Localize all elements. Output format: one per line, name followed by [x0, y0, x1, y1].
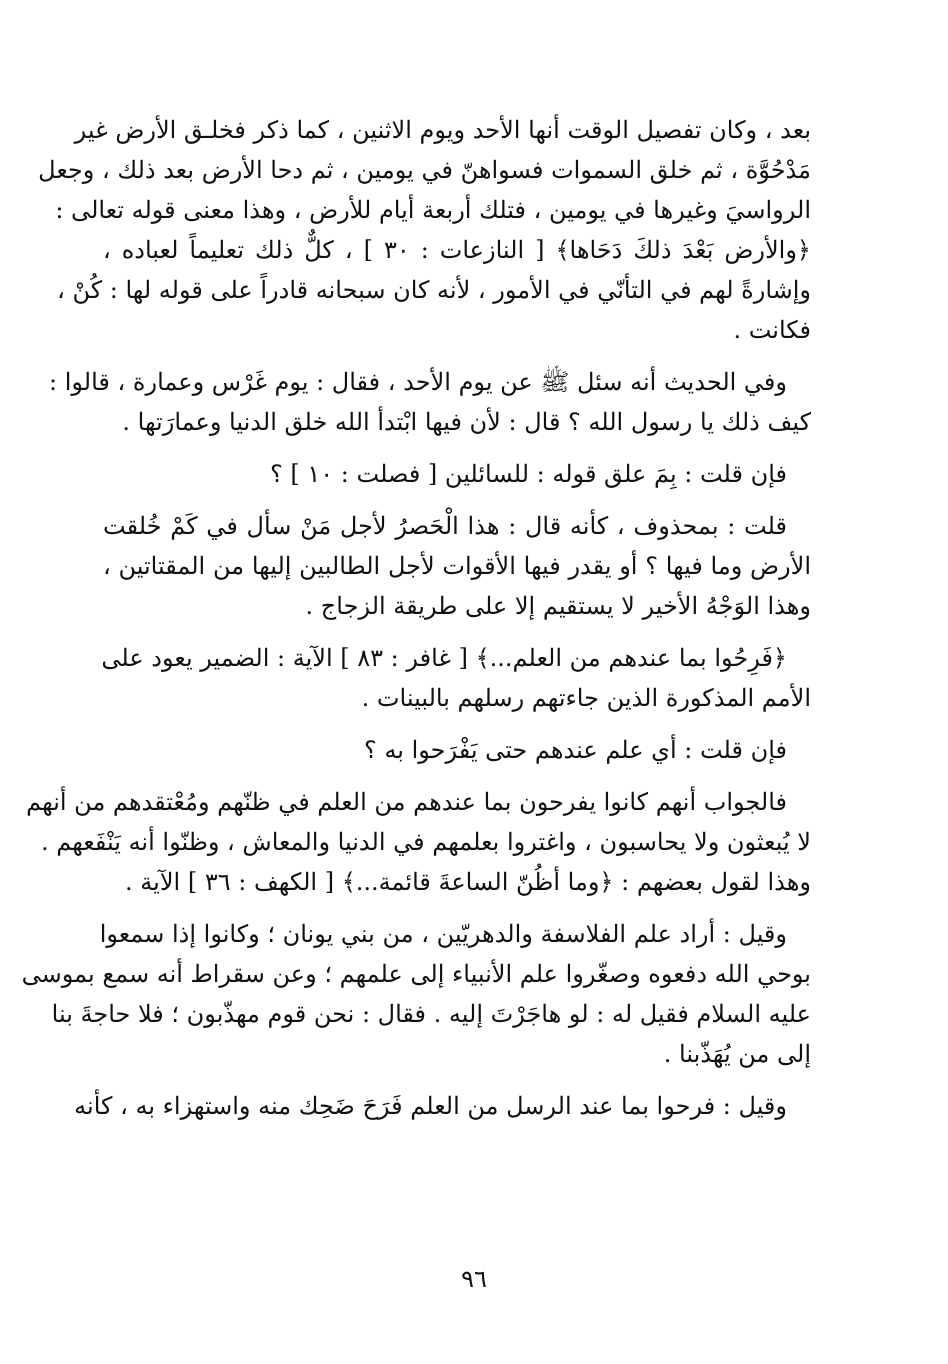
- text-line: عليه السلام فقيل له : لو هاجَرْتَ إليه . فقال : نحن قوم مهذّبون ؛ فلا حاجةَ بنا: [51, 1000, 811, 1028]
- page-number: ٩٦: [461, 1265, 487, 1293]
- text-line: مَدْحُوَّة ، ثم خلق السموات فسواهنّ في يومين ، ثم دحا الأرض بعد ذلك ، وجعل: [38, 156, 811, 184]
- text-line: وفي الحديث أنه سئل ﷺ عن يوم الأحد ، فقال : يوم غَرْس وعمارة ، قالوا :: [49, 368, 787, 396]
- text-line: وهذا الوَجْهُ الأخير لا يستقيم إلا على طريقة الزجاج .: [305, 592, 811, 620]
- text-line: ﴿والأرض بَعْدَ ذلكَ دَحَاها﴾ [ النازعات : ٣٠ ] ، كلٌّ ذلك تعليماً لعباده ،: [103, 236, 811, 264]
- text-line: فإن قلت : بِمَ علق قوله : للسائلين [ فصلت : ١٠ ] ؟: [270, 460, 787, 488]
- paragraph: [103, 638, 811, 718]
- paragraph: [74, 1086, 811, 1126]
- text-line: قلت : بمحذوف ، كأنه قال : هذا الْحَصرُ لأجل مَنْ سأل في كَمْ خُلقت: [103, 512, 787, 540]
- text-line: الرواسيَ وغيرها في يومين ، فتلك أربعة أيام للأرض ، وهذا معنى قوله تعالى :: [55, 196, 811, 224]
- text-line: فكانت .: [733, 316, 811, 344]
- text-line: وهذا لقول بعضهم : ﴿وما أظُنّ الساعةَ قائمة...﴾ [ الكهف : ٣٦ ] الآية .: [125, 868, 811, 896]
- paragraph: [103, 506, 811, 626]
- text-line: بعد ، وكان تفصيل الوقت أنها الأحد ويوم الاثنين ، كما ذكر فخلـق الأرض غير: [74, 116, 811, 144]
- paragraph: [49, 362, 811, 442]
- text-line: وقيل : فرحوا بما عند الرسل من العلم فَرَحَ ضَحِك منه واستهزاء به ، كأنه: [74, 1092, 787, 1120]
- text-line: ﴿فَرِحُوا بما عندهم من العلم...﴾ [ غافر : ٨٣ ] الآية : الضمير يعود على: [101, 644, 787, 672]
- text-line: فالجواب أنهم كانوا يفرحون بما عندهم من العلم في ظنّهم ومُعْتقدهم من أنهم: [26, 788, 787, 816]
- text-line: الأمم المذكورة الذين جاءتهم رسلهم بالبينات .: [361, 684, 811, 712]
- page-body: [21, 110, 811, 1138]
- paragraph: [26, 782, 811, 902]
- text-line: فإن قلت : أي علم عندهم حتى يَفْرَحوا به ؟: [364, 736, 787, 764]
- paragraph: [21, 914, 811, 1074]
- text-line: إلى من يُهَذّبنا .: [663, 1040, 811, 1068]
- text-line: بوحي الله دفعوه وصغّروا علم الأنبياء إلى علمهم ؛ وعن سقراط أنه سمع بموسى: [21, 960, 811, 988]
- text-line: الأرض وما فيها ؟ أو يقدر فيها الأقوات لأجل الطالبين إليها من المقتاتين ،: [103, 552, 811, 580]
- paragraph: [103, 454, 811, 494]
- paragraph: [38, 110, 811, 350]
- paragraph: [103, 730, 811, 770]
- text-line: كيف ذلك يا رسول الله ؟ قال : لأن فيها ابْتدأ الله خلق الدنيا وعمارَتها .: [122, 408, 811, 436]
- text-line: وإشارةً لهم في التأنّي في الأمور ، لأنه كان سبحانه قادراً على قوله لها : كُنْ ،: [57, 276, 811, 304]
- text-line: لا يُبعثون ولا يحاسبون ، واغتروا بعلمهم في الدنيا والمعاش ، وظنّوا أنه يَنْفَعهم .: [41, 828, 811, 856]
- text-line: وقيل : أراد علم الفلاسفة والدهريّين ، من بني يونان ؛ وكانوا إذا سمعوا: [99, 920, 787, 948]
